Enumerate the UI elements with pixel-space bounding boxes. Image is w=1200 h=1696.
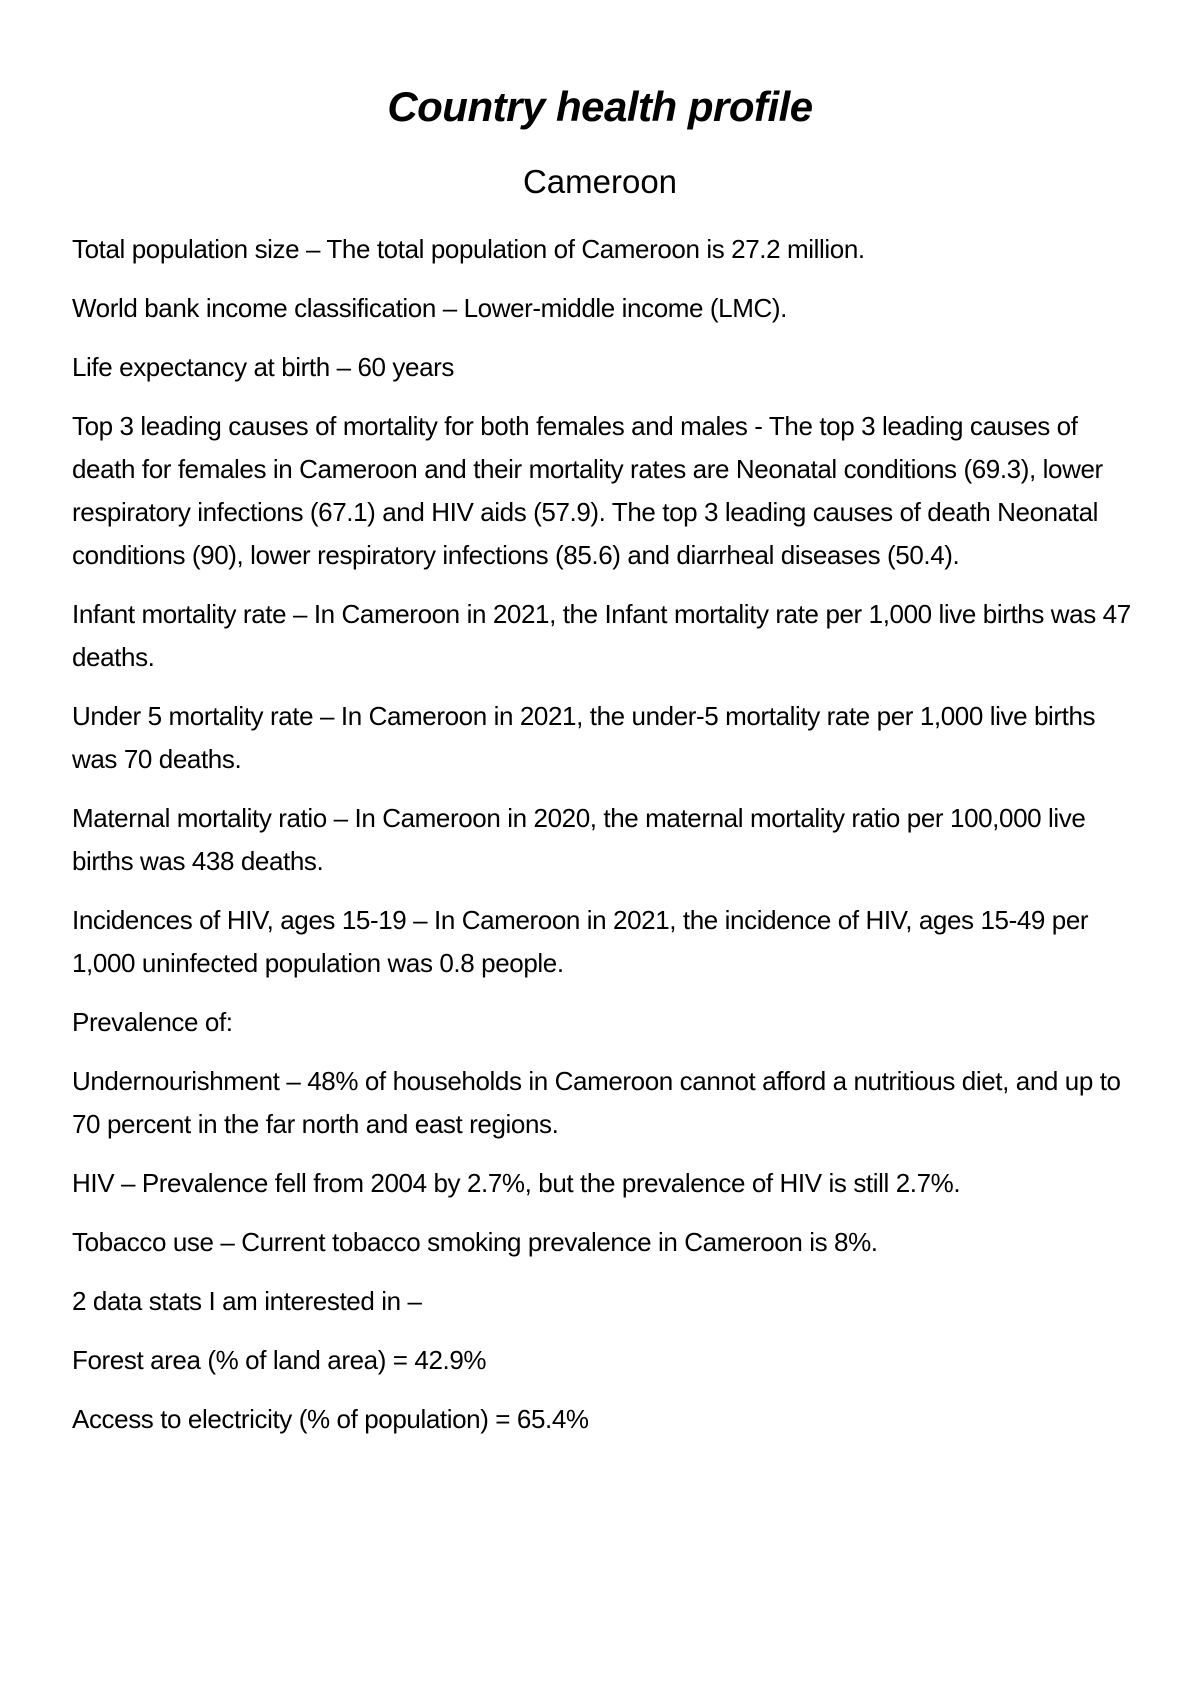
paragraph-population: Total population size – The total population of Cameroon is 27.2 million. xyxy=(72,234,865,264)
paragraph-data-stats-heading: 2 data stats I am interested in – xyxy=(72,1286,422,1316)
paragraph-hiv-prevalence: HIV – Prevalence fell from 2004 by 2.7%, but the prevalence of HIV is still 2.7%. xyxy=(72,1168,961,1198)
paragraph-electricity-access: Access to electricity (% of population) = 65.4% xyxy=(72,1404,589,1434)
paragraph-tobacco-use: Tobacco use – Current tobacco smoking prevalence in Cameroon is 8%. xyxy=(72,1227,878,1257)
paragraph-income-classification: World bank income classification – Lower-middle income (LMC). xyxy=(72,293,787,323)
paragraph-maternal-mortality: Maternal mortality ratio – In Cameroon in 2020, the maternal mortality ratio per 100,000 live births was 438 deaths. xyxy=(72,803,1086,876)
paragraph-under5-mortality: Under 5 mortality rate – In Cameroon in 2021, the under-5 mortality rate per 1,000 live births was 70 deaths. xyxy=(72,701,1096,774)
document-body xyxy=(72,228,1134,1457)
paragraph-leading-causes: Top 3 leading causes of mortality for both females and males - The top 3 leading causes of death for females in Cameroon and their mortality rates are Neonatal conditions (69.3), lower respiratory infections (67.1) and HIV aids (57.9). The top 3 leading causes of death Neonatal conditions (90), lower respiratory infections (85.6) and diarrheal diseases (50.4). xyxy=(72,411,1103,570)
paragraph-life-expectancy: Life expectancy at birth – 60 years xyxy=(72,352,455,382)
paragraph-forest-area: Forest area (% of land area) = 42.9% xyxy=(72,1345,487,1375)
document-title: Country health profile xyxy=(387,83,813,130)
paragraph-infant-mortality: Infant mortality rate – In Cameroon in 2021, the Infant mortality rate per 1,000 live births was 47 deaths. xyxy=(72,599,1131,672)
paragraph-undernourishment: Undernourishment – 48% of households in Cameroon cannot afford a nutritious diet, and up to 70 percent in the far north and east regions. xyxy=(72,1066,1121,1139)
paragraph-prevalence-heading: Prevalence of: xyxy=(72,1007,233,1037)
document-subtitle: Cameroon xyxy=(522,163,678,200)
paragraph-hiv-incidence: Incidences of HIV, ages 15-19 – In Cameroon in 2021, the incidence of HIV, ages 15-49 per 1,000 uninfected population was 0.8 people. xyxy=(72,905,1089,978)
